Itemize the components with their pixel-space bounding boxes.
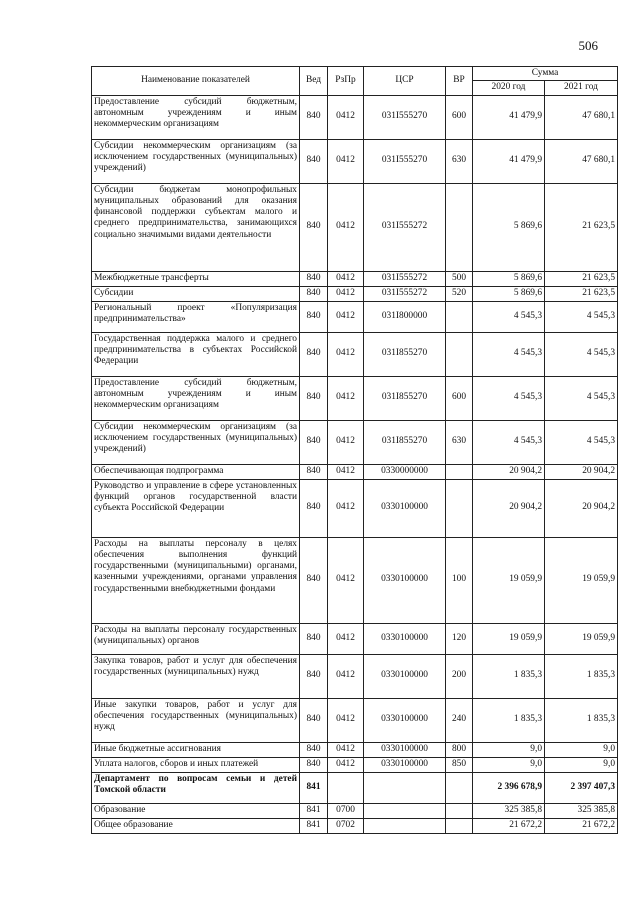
row-name: Субсидии бюджетам монопрофильных муниципальных образований для оказания финансовой поддержки субъектам малого и среднего предпринимательства, занимающихся социально значимыми видами деятельности [92,183,300,271]
row-rzpr: 0412 [328,271,364,286]
row-sum-2020: 4 545,3 [473,376,545,420]
table-row [92,623,618,654]
row-sum-2020: 41 479,9 [473,95,545,139]
row-sum-2020: 325 385,8 [473,803,545,818]
row-vr: 630 [446,420,473,464]
row-csr: 031I855270 [364,332,446,376]
row-csr: 031I555272 [364,286,446,301]
row-csr: 0330100000 [364,698,446,742]
row-name: Департамент по вопросам семьи и детей Томской области [92,772,300,803]
table-row [92,537,618,623]
row-csr: 0330100000 [364,623,446,654]
table-row [92,479,618,537]
row-vr: 800 [446,742,473,757]
row-vr [446,464,473,479]
header-vr: ВР [446,67,473,96]
row-vr: 630 [446,139,473,183]
row-name: Расходы на выплаты персоналу государственных (муниципальных) органов [92,623,300,654]
row-sum-2021: 47 680,1 [545,95,618,139]
row-rzpr: 0412 [328,95,364,139]
row-vr [446,183,473,271]
row-rzpr: 0412 [328,420,364,464]
row-csr: 031I855270 [364,376,446,420]
row-vr: 600 [446,376,473,420]
row-csr: 0330100000 [364,654,446,698]
row-sum-2021: 19 059,9 [545,623,618,654]
row-name: Предоставление субсидий бюджетным, автономным учреждениям и иным некоммерческим организациям [92,95,300,139]
row-sum-2020: 20 904,2 [473,479,545,537]
row-rzpr: 0412 [328,654,364,698]
row-rzpr: 0412 [328,479,364,537]
row-rzpr: 0412 [328,537,364,623]
row-ved: 840 [300,332,328,376]
row-rzpr: 0412 [328,757,364,772]
row-vr: 600 [446,95,473,139]
row-sum-2021: 21 623,5 [545,286,618,301]
table-row [92,698,618,742]
row-rzpr: 0412 [328,183,364,271]
row-ved: 840 [300,271,328,286]
row-rzpr: 0702 [328,818,364,833]
row-name: Обеспечивающая подпрограмма [92,464,300,479]
row-csr: 0330100000 [364,742,446,757]
row-vr [446,301,473,332]
row-vr: 500 [446,271,473,286]
row-sum-2020: 4 545,3 [473,332,545,376]
row-vr [446,479,473,537]
header-ved: Вед [300,67,328,96]
row-name: Региональный проект «Популяризация предпринимательства» [92,301,300,332]
row-rzpr: 0412 [328,139,364,183]
row-rzpr: 0412 [328,464,364,479]
row-sum-2020: 9,0 [473,742,545,757]
row-rzpr: 0412 [328,301,364,332]
row-sum-2020: 1 835,3 [473,654,545,698]
row-csr: 0330100000 [364,537,446,623]
table-row [92,742,618,757]
table-row [92,95,618,139]
row-sum-2021: 21 623,5 [545,183,618,271]
row-csr [364,772,446,803]
row-sum-2020: 5 869,6 [473,286,545,301]
row-sum-2020: 2 396 678,9 [473,772,545,803]
table-row [92,183,618,271]
row-vr [446,332,473,376]
row-sum-2020: 41 479,9 [473,139,545,183]
row-sum-2021: 1 835,3 [545,698,618,742]
row-vr: 850 [446,757,473,772]
row-csr: 031I555272 [364,183,446,271]
row-ved: 841 [300,803,328,818]
row-name: Субсидии некоммерческим организациям (за исключением государственных (муниципальных) учреждений) [92,420,300,464]
row-ved: 840 [300,479,328,537]
row-name: Общее образование [92,818,300,833]
row-sum-2021: 21 623,5 [545,271,618,286]
header-name: Наименование показателей [92,67,300,96]
row-csr [364,803,446,818]
row-sum-2020: 9,0 [473,757,545,772]
row-sum-2020: 4 545,3 [473,420,545,464]
row-ved: 840 [300,623,328,654]
row-sum-2020: 19 059,9 [473,623,545,654]
row-sum-2020: 1 835,3 [473,698,545,742]
row-sum-2021: 20 904,2 [545,479,618,537]
row-ved: 841 [300,772,328,803]
table-row [92,818,618,833]
row-csr: 031I555270 [364,95,446,139]
row-sum-2021: 4 545,3 [545,376,618,420]
table-row [92,271,618,286]
row-sum-2021: 9,0 [545,757,618,772]
row-vr: 520 [446,286,473,301]
row-ved: 840 [300,286,328,301]
row-csr [364,818,446,833]
row-ved: 840 [300,183,328,271]
header-csr: ЦСР [364,67,446,96]
row-sum-2020: 4 545,3 [473,301,545,332]
row-vr [446,803,473,818]
header-sum: Сумма [473,67,618,81]
row-sum-2021: 2 397 407,3 [545,772,618,803]
budget-table [91,66,618,834]
row-rzpr: 0412 [328,376,364,420]
row-sum-2021: 4 545,3 [545,420,618,464]
row-csr: 0330100000 [364,479,446,537]
row-csr: 031I855270 [364,420,446,464]
row-name: Субсидии [92,286,300,301]
row-rzpr: 0412 [328,623,364,654]
header-2021: 2021 год [545,81,618,95]
row-rzpr: 0412 [328,742,364,757]
row-ved: 840 [300,757,328,772]
row-sum-2021: 47 680,1 [545,139,618,183]
table-body [92,95,618,833]
row-rzpr: 0412 [328,286,364,301]
page-number: 506 [578,38,598,53]
row-ved: 840 [300,301,328,332]
table-row [92,301,618,332]
header-2020: 2020 год [473,81,545,95]
table-row [92,772,618,803]
row-sum-2021: 19 059,9 [545,537,618,623]
row-name: Закупка товаров, работ и услуг для обеспечения государственных (муниципальных) нужд [92,654,300,698]
row-ved: 840 [300,95,328,139]
header-rzpr: РзПр [328,67,364,96]
row-ved: 840 [300,698,328,742]
table-row [92,654,618,698]
row-sum-2021: 1 835,3 [545,654,618,698]
row-name: Уплата налогов, сборов и иных платежей [92,757,300,772]
row-csr: 0330000000 [364,464,446,479]
table-row [92,757,618,772]
row-ved: 840 [300,537,328,623]
row-vr: 200 [446,654,473,698]
row-name: Субсидии некоммерческим организациям (за исключением государственных (муниципальных) учреждений) [92,139,300,183]
row-name: Предоставление субсидий бюджетным, автономным учреждениям и иным некоммерческим организациям [92,376,300,420]
row-sum-2020: 19 059,9 [473,537,545,623]
row-sum-2021: 4 545,3 [545,332,618,376]
row-name: Иные бюджетные ассигнования [92,742,300,757]
row-sum-2021: 9,0 [545,742,618,757]
row-sum-2021: 325 385,8 [545,803,618,818]
row-sum-2020: 20 904,2 [473,464,545,479]
table-row [92,376,618,420]
row-sum-2020: 5 869,6 [473,183,545,271]
row-name: Государственная поддержка малого и среднего предпринимательства в субъектах Российской Федерации [92,332,300,376]
row-name: Руководство и управление в сфере установленных функций органов государственной власти субъекта Российской Федерации [92,479,300,537]
row-vr [446,772,473,803]
table-row [92,803,618,818]
row-sum-2021: 4 545,3 [545,301,618,332]
table-row [92,420,618,464]
row-csr: 0330100000 [364,757,446,772]
row-name: Иные закупки товаров, работ и услуг для обеспечения государственных (муниципальных) нужд [92,698,300,742]
row-vr: 100 [446,537,473,623]
row-ved: 840 [300,742,328,757]
row-name: Межбюджетные трансферты [92,271,300,286]
row-vr: 120 [446,623,473,654]
table-row [92,286,618,301]
row-sum-2020: 5 869,6 [473,271,545,286]
row-rzpr: 0700 [328,803,364,818]
table-header [92,67,618,96]
table-row [92,139,618,183]
row-sum-2021: 20 904,2 [545,464,618,479]
row-sum-2020: 21 672,2 [473,818,545,833]
table-row [92,332,618,376]
row-name: Расходы на выплаты персоналу в целях обеспечения выполнения функций государственными (муниципальными) органами, казенными учреждениями, органами управления государственными внебюджетными фондами [92,537,300,623]
row-csr: 031I800000 [364,301,446,332]
row-csr: 031I555272 [364,271,446,286]
row-vr [446,818,473,833]
row-rzpr [328,772,364,803]
row-sum-2021: 21 672,2 [545,818,618,833]
row-vr: 240 [446,698,473,742]
row-ved: 840 [300,376,328,420]
row-ved: 840 [300,420,328,464]
row-name: Образование [92,803,300,818]
row-rzpr: 0412 [328,332,364,376]
row-rzpr: 0412 [328,698,364,742]
row-csr: 031I555270 [364,139,446,183]
table-row [92,464,618,479]
row-ved: 840 [300,654,328,698]
row-ved: 841 [300,818,328,833]
row-ved: 840 [300,139,328,183]
row-ved: 840 [300,464,328,479]
